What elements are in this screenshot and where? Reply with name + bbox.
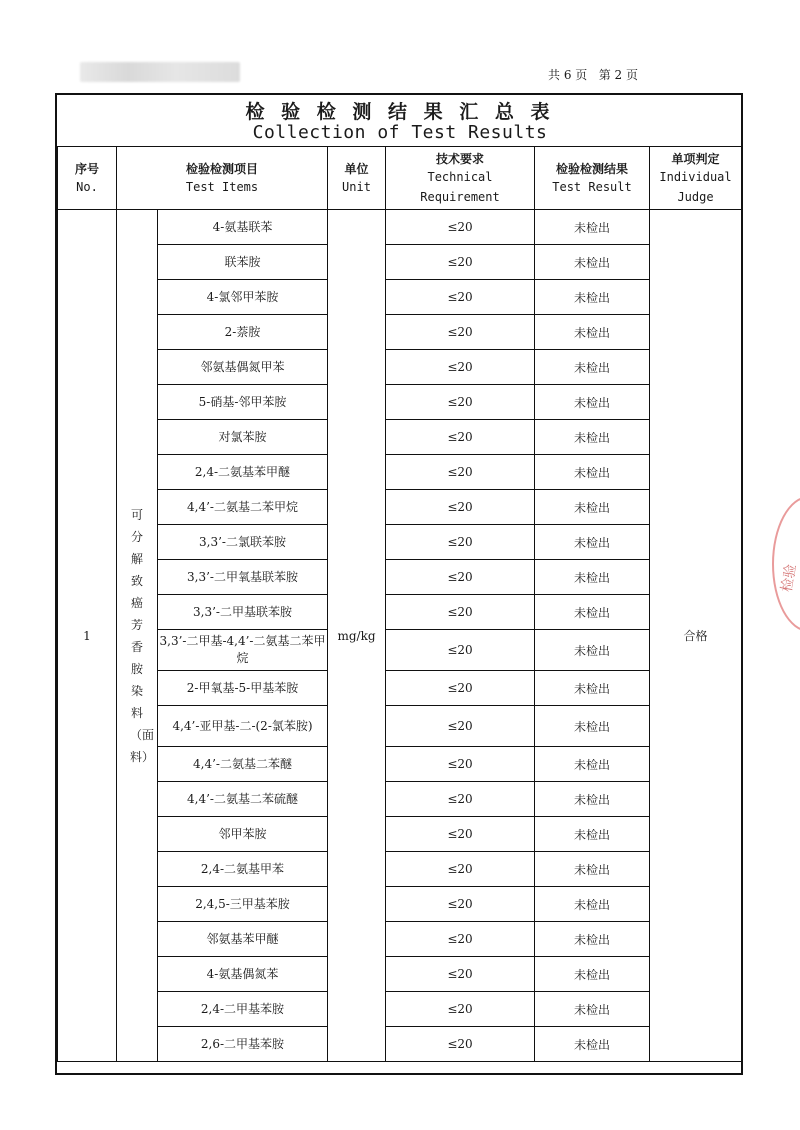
header-items-en: Test Items xyxy=(185,179,259,194)
judge-cell: 合格 xyxy=(650,210,742,1062)
header-judge-en2: Judge xyxy=(677,189,714,204)
requirement-cell: ≤20 xyxy=(386,350,535,385)
result-cell: 未检出 xyxy=(535,887,650,922)
result-cell: 未检出 xyxy=(535,922,650,957)
header-judge-en1: Individual xyxy=(659,169,732,184)
header-result-zh: 检验检测结果 xyxy=(555,161,628,176)
result-cell: 未检出 xyxy=(535,817,650,852)
result-cell: 未检出 xyxy=(535,957,650,992)
header-items-zh: 检验检测项目 xyxy=(185,161,258,176)
table-row xyxy=(58,525,742,560)
test-item: 3,3’-二甲氧基联苯胺 xyxy=(158,560,328,595)
header-unit-en: Unit xyxy=(342,179,371,194)
test-item: 4,4’-二氨基二苯醚 xyxy=(158,747,328,782)
requirement-cell: ≤20 xyxy=(386,782,535,817)
requirement-cell: ≤20 xyxy=(386,747,535,782)
redacted-header-text xyxy=(80,62,240,82)
test-item: 2,4-二氨基苯甲醚 xyxy=(158,455,328,490)
table-row xyxy=(58,315,742,350)
table-row xyxy=(58,706,742,747)
header-judge-zh: 单项判定 xyxy=(671,151,720,166)
table-row xyxy=(58,992,742,1027)
test-item: 2,4-二甲基苯胺 xyxy=(158,992,328,1027)
requirement-cell: ≤20 xyxy=(386,922,535,957)
result-cell: 未检出 xyxy=(535,782,650,817)
test-item: 3,3’-二甲基联苯胺 xyxy=(158,595,328,630)
requirement-cell: ≤20 xyxy=(386,595,535,630)
requirement-cell: ≤20 xyxy=(386,315,535,350)
test-item: 2,6-二甲基苯胺 xyxy=(158,1027,328,1062)
result-cell: 未检出 xyxy=(535,525,650,560)
test-item: 2-萘胺 xyxy=(158,315,328,350)
table-row xyxy=(58,420,742,455)
test-item: 5-硝基-邻甲苯胺 xyxy=(158,385,328,420)
test-item: 4-氨基偶氮苯 xyxy=(158,957,328,992)
requirement-cell: ≤20 xyxy=(386,630,535,671)
test-item: 2,4-二氨基甲苯 xyxy=(158,852,328,887)
test-item: 联苯胺 xyxy=(158,245,328,280)
test-item: 邻氨基苯甲醚 xyxy=(158,922,328,957)
requirement-cell: ≤20 xyxy=(386,1027,535,1062)
header-unit-zh: 单位 xyxy=(344,161,369,176)
table-row xyxy=(58,671,742,706)
table-row xyxy=(58,852,742,887)
requirement-cell: ≤20 xyxy=(386,560,535,595)
result-cell: 未检出 xyxy=(535,706,650,747)
requirement-cell: ≤20 xyxy=(386,887,535,922)
requirement-cell: ≤20 xyxy=(386,525,535,560)
results-body xyxy=(58,210,742,1062)
result-cell: 未检出 xyxy=(535,630,650,671)
table-row xyxy=(58,957,742,992)
table-row xyxy=(58,210,742,245)
table-row xyxy=(58,385,742,420)
result-cell: 未检出 xyxy=(535,490,650,525)
requirement-cell: ≤20 xyxy=(386,245,535,280)
test-item: 邻甲苯胺 xyxy=(158,817,328,852)
requirement-cell: ≤20 xyxy=(386,385,535,420)
requirement-cell: ≤20 xyxy=(386,420,535,455)
table-row xyxy=(58,747,742,782)
result-cell: 未检出 xyxy=(535,385,650,420)
header-no-en: No. xyxy=(76,179,98,194)
table-row xyxy=(58,490,742,525)
header-no xyxy=(58,147,117,210)
title-english: Collection of Test Results xyxy=(252,122,548,143)
test-item: 3,3’-二甲基-4,4’-二氨基二苯甲烷 xyxy=(158,630,328,671)
row-number: 1 xyxy=(58,210,117,1062)
test-item: 4,4’-亚甲基-二-(2-氯苯胺) xyxy=(158,706,328,747)
requirement-cell: ≤20 xyxy=(386,280,535,315)
title-chinese: 检 验 检 测 结 果 汇 总 表 xyxy=(245,101,555,123)
requirement-cell: ≤20 xyxy=(386,455,535,490)
test-item: 4,4’-二氨基二苯甲烷 xyxy=(158,490,328,525)
result-cell: 未检出 xyxy=(535,350,650,385)
result-cell: 未检出 xyxy=(535,1027,650,1062)
table-row xyxy=(58,560,742,595)
requirement-cell: ≤20 xyxy=(386,490,535,525)
result-cell: 未检出 xyxy=(535,595,650,630)
result-cell: 未检出 xyxy=(535,852,650,887)
test-item: 4,4’-二氨基二苯硫醚 xyxy=(158,782,328,817)
table-row xyxy=(58,630,742,671)
requirement-cell: ≤20 xyxy=(386,817,535,852)
test-item: 邻氨基偶氮甲苯 xyxy=(158,350,328,385)
category-label: 可分解致癌芳香胺染料（面料） xyxy=(130,507,155,764)
result-cell: 未检出 xyxy=(535,560,650,595)
result-cell: 未检出 xyxy=(535,455,650,490)
result-cell: 未检出 xyxy=(535,992,650,1027)
result-cell: 未检出 xyxy=(535,280,650,315)
table-row xyxy=(58,817,742,852)
table-row xyxy=(58,782,742,817)
header-no-zh: 序号 xyxy=(74,161,99,176)
header-test-items xyxy=(117,147,328,210)
requirement-cell: ≤20 xyxy=(386,957,535,992)
header-req-en1: Technical xyxy=(427,169,493,184)
table-row xyxy=(58,280,742,315)
header-unit xyxy=(328,147,386,210)
category-cell xyxy=(117,210,158,1062)
test-item: 对氯苯胺 xyxy=(158,420,328,455)
header-requirement xyxy=(386,147,535,210)
page-info: 共 6 页 第 2 页 xyxy=(548,68,638,82)
header-req-zh: 技术要求 xyxy=(435,151,484,166)
table-row xyxy=(58,1027,742,1062)
requirement-cell: ≤20 xyxy=(386,852,535,887)
test-item: 2-甲氧基-5-甲基苯胺 xyxy=(158,671,328,706)
result-cell: 未检出 xyxy=(535,245,650,280)
result-cell: 未检出 xyxy=(535,210,650,245)
result-cell: 未检出 xyxy=(535,420,650,455)
requirement-cell: ≤20 xyxy=(386,671,535,706)
test-item: 4-氯邻甲苯胺 xyxy=(158,280,328,315)
header-result-en: Test Result xyxy=(552,179,632,194)
requirement-cell: ≤20 xyxy=(386,706,535,747)
requirement-cell: ≤20 xyxy=(386,210,535,245)
results-table xyxy=(57,146,742,1062)
table-row xyxy=(58,595,742,630)
header-req-en2: Requirement xyxy=(420,189,500,204)
test-item: 4-氨基联苯 xyxy=(158,210,328,245)
test-item: 2,4,5-三甲基苯胺 xyxy=(158,887,328,922)
table-row xyxy=(58,887,742,922)
header-result xyxy=(535,147,650,210)
result-cell: 未检出 xyxy=(535,747,650,782)
requirement-cell: ≤20 xyxy=(386,992,535,1027)
header-judge xyxy=(650,147,742,210)
table-row xyxy=(58,455,742,490)
test-item: 3,3’-二氯联苯胺 xyxy=(158,525,328,560)
header-row xyxy=(58,147,742,210)
table-row xyxy=(58,922,742,957)
result-cell: 未检出 xyxy=(535,671,650,706)
seal-stamp-text: 检验 xyxy=(778,562,800,594)
table-row xyxy=(58,350,742,385)
unit-cell: mg/kg xyxy=(328,210,386,1062)
table-row xyxy=(58,245,742,280)
result-cell: 未检出 xyxy=(535,315,650,350)
